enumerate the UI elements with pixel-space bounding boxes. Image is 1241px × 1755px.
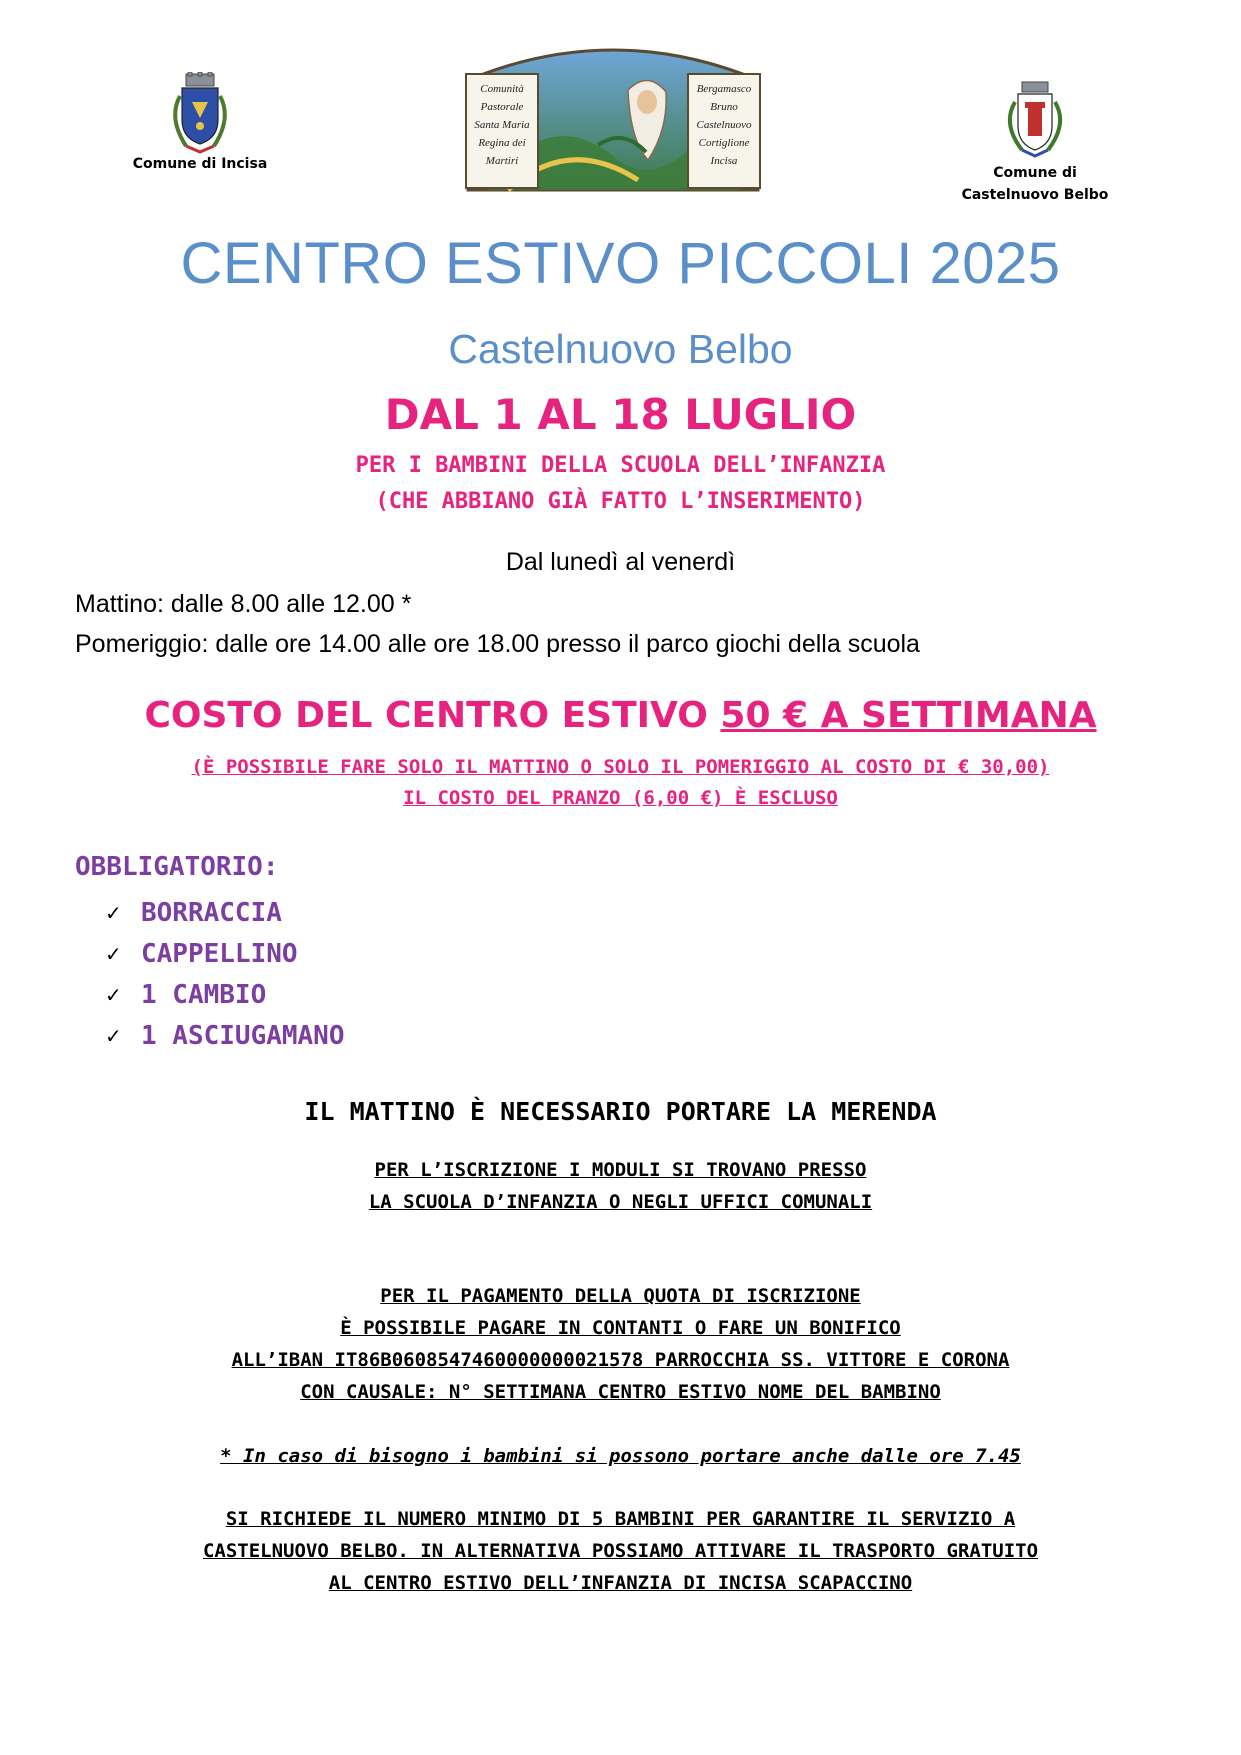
tile-left-line-3: Santa Maria [474, 119, 530, 131]
page-title: CENTRO ESTIVO PICCOLI 2025 [180, 231, 1061, 296]
audience-text [0, 448, 1241, 520]
list-item [105, 892, 345, 933]
mandatory-title: OBBLIGATORIO: [75, 852, 279, 882]
early-dropoff-note [0, 1440, 1241, 1472]
snack-notice: IL MATTINO È NECESSARIO PORTARE LA MERENDA [304, 1097, 937, 1126]
payment-line-4: CON CAUSALE: N° SETTIMANA CENTRO ESTIVO NOME DEL BAMBINO [300, 1381, 941, 1403]
early-dropoff-text: * In caso di bisogno i bambini si possono portare anche dalle ore 7.45 [220, 1445, 1021, 1467]
dates-heading: DAL 1 AL 18 LUGLIO [384, 390, 857, 439]
minimum-line-3: AL CENTRO ESTIVO DELL’INFANZIA DI INCISA SCAPACCINO [328, 1572, 913, 1594]
tile-left-line-1: Comunità [480, 83, 524, 95]
comune-incisa-caption: Comune di Incisa [132, 156, 268, 172]
list-item [105, 933, 345, 974]
cost-note-1: (È POSSIBILE FARE SOLO IL MATTINO O SOLO IL POMERIGGIO AL COSTO DI € 30,00) [191, 756, 1050, 778]
tile-right-line-1: Bergamasco [696, 83, 752, 95]
minimum-line-1: SI RICHIEDE IL NUMERO MINIMO DI 5 BAMBINI PER GARANTIRE IL SERVIZIO A [225, 1508, 1016, 1530]
mandatory-item-label: BORRACCIA [141, 897, 282, 928]
schedule-afternoon: Pomeriggio: dalle ore 14.00 alle ore 18.00 presso il parco giochi della scuola [75, 630, 920, 658]
minimum-line-2: CASTELNUOVO BELBO. IN ALTERNATIVA POSSIAMO ATTIVARE IL TRASPORTO GRATUITO [202, 1540, 1039, 1562]
tile-left-line-2: Pastorale [480, 101, 524, 113]
audience-line-1: PER I BAMBINI DELLA SCUOLA DELL’INFANZIA [355, 453, 886, 478]
cost-amount: 50 € A SETTIMANA [720, 695, 1097, 736]
registration-line-1: PER L’ISCRIZIONE I MODULI SI TROVANO PRESSO [374, 1159, 867, 1181]
mandatory-item-label: 1 ASCIUGAMANO [141, 1020, 345, 1051]
list-item [105, 1015, 345, 1056]
schedule-morning: Mattino: dalle 8.00 alle 12.00 * [75, 590, 412, 618]
tile-right-line-2: Bruno [710, 101, 738, 113]
comune-castelnuovo-line2: Castelnuovo Belbo [961, 187, 1109, 203]
tile-left-line-5: Martiri [485, 155, 519, 167]
registration-line-2: LA SCUOLA D’INFANZIA O NEGLI UFFICI COMUNALI [368, 1191, 873, 1213]
tile-left-line-4: Regina dei [478, 137, 526, 149]
checkmark-icon: ✓ [105, 982, 122, 1007]
mandatory-item-label: CAPPELLINO [141, 938, 298, 969]
mandatory-item-label: 1 CAMBIO [141, 979, 267, 1010]
registration-info [0, 1154, 1241, 1218]
comune-castelnuovo-line1: Comune di [993, 165, 1077, 181]
payment-line-2: È POSSIBILE PAGARE IN CONTANTI O FARE UN BONIFICO [340, 1317, 901, 1339]
incisa-coat-of-arms-icon [150, 72, 250, 162]
castelnuovo-belbo-coat-of-arms-icon [990, 80, 1080, 170]
comunita-pastorale-tile-logo [448, 40, 778, 194]
audience-line-2: (CHE ABBIANO GIÀ FATTO L’INSERIMENTO) [375, 489, 866, 514]
cost-note-2: IL COSTO DEL PRANZO (6,00 €) È ESCLUSO [403, 787, 838, 809]
checkmark-icon: ✓ [105, 1023, 122, 1048]
mandatory-list [105, 892, 345, 1056]
tile-right-line-4: Cortiglione [698, 137, 750, 149]
payment-line-3: ALL’IBAN IT86B0608547460000000021578 PARROCCHIA SS. VITTORE E CORONA [231, 1349, 1010, 1371]
cost-heading [0, 695, 1241, 736]
payment-line-1: PER IL PAGAMENTO DELLA QUOTA DI ISCRIZIONE [380, 1285, 861, 1307]
tile-right-line-5: Incisa [710, 155, 738, 167]
minimum-children-notice [0, 1503, 1241, 1599]
tile-right-line-3: Castelnuovo [696, 119, 752, 131]
checkmark-icon: ✓ [105, 941, 122, 966]
cost-notes [0, 752, 1241, 814]
cost-prefix: COSTO DEL CENTRO ESTIVO [144, 695, 721, 736]
payment-info [0, 1280, 1241, 1408]
list-item [105, 974, 345, 1015]
schedule-days: Dal lunedì al venerdì [505, 548, 736, 576]
page-subtitle: Castelnuovo Belbo [448, 326, 793, 372]
comune-castelnuovo-caption [950, 162, 1120, 206]
checkmark-icon: ✓ [105, 900, 122, 925]
